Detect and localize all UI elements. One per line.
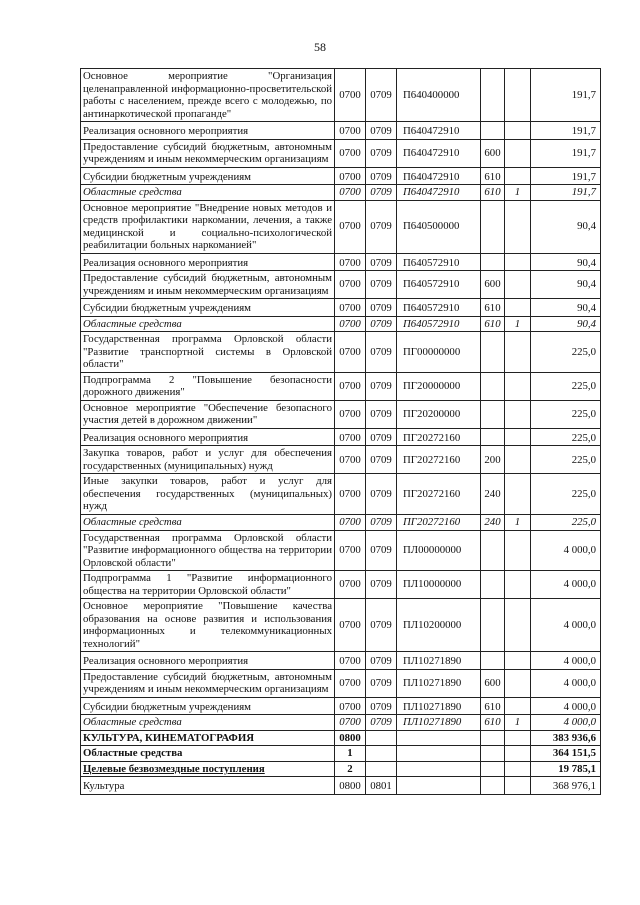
row-name-text: Основное мероприятие "Организация целенаправленной информационно-просветительской работы с населением, прежде всего с молодежью, по антинаркотической пропаганде" (83, 70, 332, 120)
row-target-article-cell: П640472910 (397, 185, 481, 201)
row-subsection-code-cell: 0709 (366, 200, 397, 253)
row-amount-cell: 191,7 (531, 185, 601, 201)
row-amount-cell: 4 000,0 (531, 715, 601, 731)
row-section-code-cell: 0700 (335, 185, 366, 201)
row-target-article-cell: П640572910 (397, 316, 481, 332)
row-name-text: Основное мероприятие "Внедрение новых методов и средств профилактики наркомании, лечения, а также медицинской и социально-психологической реабилитации больных наркоманией" (83, 201, 332, 252)
row-subsection-code-cell: 0709 (366, 69, 397, 122)
row-expense-type-cell: 200 (481, 446, 505, 474)
row-funding-source-cell (505, 400, 531, 428)
row-expense-type-cell (481, 746, 505, 762)
row-amount-cell: 191,7 (531, 122, 601, 140)
row-target-article-cell (397, 730, 481, 746)
row-name-cell (81, 428, 335, 446)
row-section-code-cell: 0700 (335, 514, 366, 530)
row-expense-type-cell: 240 (481, 514, 505, 530)
row-funding-source-cell (505, 372, 531, 400)
row-expense-type-cell: 610 (481, 185, 505, 201)
row-target-article-cell (397, 777, 481, 795)
row-subsection-code-cell: 0709 (366, 253, 397, 271)
row-subsection-code-cell: 0709 (366, 271, 397, 299)
row-funding-source-cell (505, 200, 531, 253)
row-name-text: Основное мероприятие "Обеспечение безопасного участия детей в дорожном движении" (83, 401, 332, 427)
row-target-article-cell (397, 746, 481, 762)
table-row (81, 514, 601, 530)
row-target-article-cell: ПЛ10271890 (397, 669, 481, 697)
row-name-cell (81, 69, 335, 122)
row-subsection-code-cell: 0709 (366, 571, 397, 599)
row-name-text: Реализация основного мероприятия (83, 125, 249, 138)
row-name-text: Закупка товаров, работ и услуг для обеспечения государственных (муниципальных) нужд (83, 447, 332, 472)
row-expense-type-cell (481, 400, 505, 428)
row-name-text: Подпрограмма 2 "Повышение безопасности дорожного движения" (83, 373, 332, 399)
row-section-code-cell: 0700 (335, 69, 366, 122)
row-subsection-code-cell: 0709 (366, 299, 397, 317)
row-section-code-cell: 0700 (335, 697, 366, 715)
row-subsection-code-cell: 0709 (366, 139, 397, 167)
row-funding-source-cell (505, 122, 531, 140)
row-funding-source-cell (505, 652, 531, 670)
row-amount-cell: 191,7 (531, 139, 601, 167)
row-amount-cell: 225,0 (531, 372, 601, 400)
row-target-article-cell: П640572910 (397, 299, 481, 317)
row-expense-type-cell (481, 730, 505, 746)
row-section-code-cell: 0700 (335, 299, 366, 317)
row-name-cell (81, 715, 335, 731)
row-name-cell (81, 139, 335, 167)
row-name-cell (81, 669, 335, 697)
row-expense-type-cell (481, 372, 505, 400)
row-name-text: Субсидии бюджетным учреждениям (83, 700, 252, 713)
row-target-article-cell: ПГ20272160 (397, 514, 481, 530)
table-row (81, 332, 601, 373)
table-row (81, 372, 601, 400)
row-target-article-cell: П640572910 (397, 253, 481, 271)
row-amount-cell: 90,4 (531, 271, 601, 299)
row-name-text: КУЛЬТУРА, КИНЕМАТОГРАФИЯ (83, 731, 255, 744)
row-name-text: Подпрограмма 1 "Развитие информационного общества на территории Орловской области" (83, 572, 332, 597)
row-section-code-cell: 0700 (335, 474, 366, 515)
row-target-article-cell: П640400000 (397, 69, 481, 122)
row-target-article-cell: ПГ20000000 (397, 372, 481, 400)
table-row (81, 746, 601, 762)
row-section-code-cell: 0700 (335, 253, 366, 271)
row-name-text: Областные средства (83, 515, 182, 528)
row-target-article-cell: ПГ00000000 (397, 332, 481, 373)
row-expense-type-cell (481, 530, 505, 571)
row-section-code-cell: 0700 (335, 372, 366, 400)
row-amount-cell: 225,0 (531, 514, 601, 530)
row-subsection-code-cell: 0709 (366, 446, 397, 474)
row-target-article-cell: ПЛ10271890 (397, 715, 481, 731)
row-name-cell (81, 474, 335, 515)
table-row (81, 122, 601, 140)
table-row (81, 69, 601, 122)
row-funding-source-cell (505, 332, 531, 373)
row-expense-type-cell (481, 69, 505, 122)
row-name-cell (81, 253, 335, 271)
row-subsection-code-cell: 0709 (366, 530, 397, 571)
row-target-article-cell: П640572910 (397, 271, 481, 299)
row-amount-cell: 368 976,1 (531, 777, 601, 795)
row-subsection-code-cell: 0709 (366, 669, 397, 697)
row-subsection-code-cell: 0709 (366, 122, 397, 140)
row-amount-cell: 364 151,5 (531, 746, 601, 762)
row-name-cell (81, 777, 335, 795)
row-funding-source-cell: 1 (505, 715, 531, 731)
row-name-cell (81, 167, 335, 185)
row-section-code-cell: 0700 (335, 400, 366, 428)
row-amount-cell: 225,0 (531, 332, 601, 373)
row-name-cell (81, 332, 335, 373)
row-name-cell (81, 571, 335, 599)
row-amount-cell: 383 936,6 (531, 730, 601, 746)
table-row (81, 474, 601, 515)
row-name-cell (81, 697, 335, 715)
row-section-code-cell: 0800 (335, 777, 366, 795)
row-name-text: Реализация основного мероприятия (83, 655, 249, 668)
row-expense-type-cell (481, 571, 505, 599)
table-row (81, 777, 601, 795)
row-name-text: Государственная программа Орловской области "Развитие транспортной системы в Орловской области" (83, 333, 332, 371)
row-section-code-cell: 0700 (335, 599, 366, 652)
row-expense-type-cell: 600 (481, 139, 505, 167)
row-expense-type-cell: 600 (481, 669, 505, 697)
row-target-article-cell: П640500000 (397, 200, 481, 253)
row-section-code-cell: 0800 (335, 730, 366, 746)
row-target-article-cell: ПЛ00000000 (397, 530, 481, 571)
row-name-text: Предоставление субсидий бюджетным, автономным учреждениям и иным некоммерческим организациям (83, 670, 332, 696)
row-subsection-code-cell: 0709 (366, 372, 397, 400)
row-funding-source-cell (505, 761, 531, 777)
row-funding-source-cell (505, 571, 531, 599)
row-expense-type-cell (481, 332, 505, 373)
row-target-article-cell: ПГ20272160 (397, 474, 481, 515)
table-row (81, 271, 601, 299)
row-target-article-cell: П640472910 (397, 139, 481, 167)
row-section-code-cell: 0700 (335, 271, 366, 299)
row-amount-cell: 90,4 (531, 316, 601, 332)
row-name-cell (81, 271, 335, 299)
table-row (81, 400, 601, 428)
row-subsection-code-cell: 0709 (366, 332, 397, 373)
row-amount-cell: 225,0 (531, 474, 601, 515)
row-name-cell (81, 746, 335, 762)
row-expense-type-cell: 610 (481, 697, 505, 715)
row-section-code-cell: 0700 (335, 652, 366, 670)
table-row (81, 253, 601, 271)
row-subsection-code-cell: 0709 (366, 185, 397, 201)
row-funding-source-cell (505, 139, 531, 167)
row-subsection-code-cell: 0709 (366, 697, 397, 715)
table-row (81, 446, 601, 474)
row-target-article-cell: П640472910 (397, 167, 481, 185)
row-name-cell (81, 652, 335, 670)
table-row (81, 139, 601, 167)
row-name-text: Иные закупки товаров, работ и услуг для обеспечения государственных (муниципальных) нужд (83, 475, 332, 513)
row-name-text: Субсидии бюджетным учреждениям (83, 170, 252, 183)
row-expense-type-cell: 610 (481, 316, 505, 332)
row-name-cell (81, 530, 335, 571)
row-subsection-code-cell: 0709 (366, 652, 397, 670)
row-name-text: Реализация основного мероприятия (83, 256, 249, 269)
table-row (81, 200, 601, 253)
row-funding-source-cell: 1 (505, 316, 531, 332)
row-funding-source-cell (505, 530, 531, 571)
budget-table (80, 68, 601, 795)
row-target-article-cell (397, 761, 481, 777)
row-name-text: Областные средства (83, 317, 182, 330)
row-section-code-cell: 0700 (335, 715, 366, 731)
row-name-text: Предоставление субсидий бюджетным, автономным учреждениям и иным некоммерческим организациям (83, 272, 332, 297)
row-expense-type-cell (481, 777, 505, 795)
row-section-code-cell: 0700 (335, 530, 366, 571)
row-name-text: Областные средства (83, 186, 182, 199)
row-funding-source-cell: 1 (505, 514, 531, 530)
row-subsection-code-cell: 0709 (366, 400, 397, 428)
table-row (81, 652, 601, 670)
row-funding-source-cell (505, 669, 531, 697)
row-section-code-cell: 0700 (335, 571, 366, 599)
row-amount-cell: 4 000,0 (531, 669, 601, 697)
row-target-article-cell: ПГ20272160 (397, 446, 481, 474)
row-section-code-cell: 0700 (335, 167, 366, 185)
table-row (81, 428, 601, 446)
row-expense-type-cell (481, 122, 505, 140)
row-expense-type-cell: 610 (481, 715, 505, 731)
row-subsection-code-cell: 0709 (366, 316, 397, 332)
row-amount-cell: 225,0 (531, 400, 601, 428)
row-name-text: Областные средства (83, 747, 183, 760)
row-name-text: Предоставление субсидий бюджетным, автономным учреждениям и иным некоммерческим организациям (83, 140, 332, 166)
table-row (81, 761, 601, 777)
row-amount-cell: 191,7 (531, 167, 601, 185)
row-funding-source-cell (505, 69, 531, 122)
row-funding-source-cell (505, 446, 531, 474)
row-expense-type-cell: 610 (481, 167, 505, 185)
row-amount-cell: 90,4 (531, 253, 601, 271)
row-expense-type-cell: 610 (481, 299, 505, 317)
row-subsection-code-cell: 0709 (366, 474, 397, 515)
row-funding-source-cell (505, 428, 531, 446)
row-name-text: Субсидии бюджетным учреждениям (83, 302, 252, 315)
row-subsection-code-cell (366, 730, 397, 746)
row-amount-cell: 19 785,1 (531, 761, 601, 777)
table-row (81, 185, 601, 201)
row-amount-cell: 4 000,0 (531, 571, 601, 599)
row-funding-source-cell (505, 474, 531, 515)
row-name-cell (81, 446, 335, 474)
row-funding-source-cell (505, 271, 531, 299)
row-funding-source-cell (505, 599, 531, 652)
row-name-cell (81, 514, 335, 530)
row-name-cell (81, 185, 335, 201)
table-row (81, 669, 601, 697)
row-subsection-code-cell: 0709 (366, 428, 397, 446)
row-subsection-code-cell: 0709 (366, 599, 397, 652)
row-name-text: Культура (83, 780, 125, 793)
row-funding-source-cell (505, 253, 531, 271)
row-section-code-cell: 0700 (335, 332, 366, 373)
row-subsection-code-cell: 0709 (366, 514, 397, 530)
row-funding-source-cell (505, 746, 531, 762)
row-name-text: Целевые безвозмездные поступления (83, 762, 265, 775)
row-funding-source-cell: 1 (505, 185, 531, 201)
table-row (81, 299, 601, 317)
row-expense-type-cell (481, 200, 505, 253)
row-expense-type-cell (481, 599, 505, 652)
row-amount-cell: 4 000,0 (531, 599, 601, 652)
row-expense-type-cell (481, 761, 505, 777)
table-row (81, 571, 601, 599)
row-target-article-cell: ПГ20272160 (397, 428, 481, 446)
row-subsection-code-cell (366, 761, 397, 777)
table-row (81, 530, 601, 571)
row-target-article-cell: ПГ20200000 (397, 400, 481, 428)
row-subsection-code-cell: 0709 (366, 167, 397, 185)
row-name-cell (81, 730, 335, 746)
row-name-cell (81, 761, 335, 777)
page-number: 58 (314, 40, 326, 54)
row-name-text: Реализация основного мероприятия (83, 431, 249, 444)
table-row (81, 167, 601, 185)
row-expense-type-cell: 600 (481, 271, 505, 299)
row-name-cell (81, 316, 335, 332)
row-subsection-code-cell: 0709 (366, 715, 397, 731)
row-subsection-code-cell (366, 746, 397, 762)
row-name-cell (81, 400, 335, 428)
row-name-text: Государственная программа Орловской области "Развитие информационного общества на территории Орловской области" (83, 531, 332, 569)
table-row (81, 316, 601, 332)
row-name-cell (81, 122, 335, 140)
row-amount-cell: 225,0 (531, 428, 601, 446)
table-row (81, 715, 601, 731)
row-section-code-cell: 0700 (335, 200, 366, 253)
row-section-code-cell: 0700 (335, 446, 366, 474)
row-funding-source-cell (505, 167, 531, 185)
row-amount-cell: 90,4 (531, 200, 601, 253)
row-amount-cell: 4 000,0 (531, 652, 601, 670)
row-amount-cell: 90,4 (531, 299, 601, 317)
row-name-cell (81, 372, 335, 400)
row-section-code-cell: 0700 (335, 428, 366, 446)
row-expense-type-cell (481, 253, 505, 271)
table-row (81, 697, 601, 715)
row-section-code-cell: 0700 (335, 122, 366, 140)
row-funding-source-cell (505, 777, 531, 795)
row-target-article-cell: ПЛ10200000 (397, 599, 481, 652)
row-name-cell (81, 200, 335, 253)
row-section-code-cell: 0700 (335, 669, 366, 697)
row-funding-source-cell (505, 730, 531, 746)
row-section-code-cell: 2 (335, 761, 366, 777)
row-amount-cell: 191,7 (531, 69, 601, 122)
row-name-text: Областные средства (83, 716, 182, 729)
row-amount-cell: 4 000,0 (531, 530, 601, 571)
row-expense-type-cell (481, 652, 505, 670)
row-target-article-cell: ПЛ10000000 (397, 571, 481, 599)
row-name-cell (81, 299, 335, 317)
row-funding-source-cell (505, 697, 531, 715)
row-section-code-cell: 0700 (335, 316, 366, 332)
table-row (81, 599, 601, 652)
row-name-cell (81, 599, 335, 652)
row-expense-type-cell: 240 (481, 474, 505, 515)
row-funding-source-cell (505, 299, 531, 317)
row-amount-cell: 4 000,0 (531, 697, 601, 715)
row-target-article-cell: ПЛ10271890 (397, 652, 481, 670)
row-expense-type-cell (481, 428, 505, 446)
row-section-code-cell: 1 (335, 746, 366, 762)
row-target-article-cell: П640472910 (397, 122, 481, 140)
row-target-article-cell: ПЛ10271890 (397, 697, 481, 715)
row-name-text: Основное мероприятие "Повышение качества образования на основе развития и использования информационных и телекоммуникационных технологий" (83, 600, 332, 650)
row-subsection-code-cell: 0801 (366, 777, 397, 795)
row-amount-cell: 225,0 (531, 446, 601, 474)
table-body (81, 69, 601, 795)
table-row (81, 730, 601, 746)
row-section-code-cell: 0700 (335, 139, 366, 167)
